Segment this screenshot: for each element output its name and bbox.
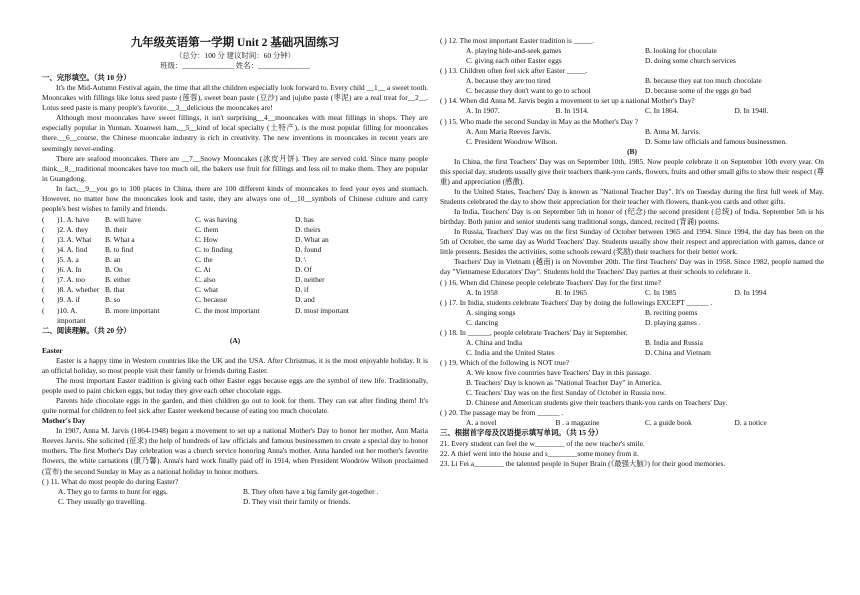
cloze-paragraph: In fact,__9__you go to 100 places in China, there are 100 different kinds of mooncakes to feed your eyes and stomach. However, no matter how the mooncakes look and taste, they are always one of__10__symbols of Chinese culture and carry people's best wishes to family and friends. <box>42 183 428 213</box>
teachers-day-paragraph: In China, the first Teachers' Day was on September 10th, 1985. Now people celebrate it on September 10th every year. On this special day, students usually give their teachers thank-you cards, flowers, fruits and other small gifts to show their respect (尊重) and appreciation (感激). <box>440 156 824 186</box>
cloze-option-row: ( )7. A. too B. either C. also D. neither <box>42 275 325 285</box>
cloze-option-row: ( )1. A. have B. will have C. was having D. has <box>42 214 314 224</box>
question-14: ( ) 14. When did Anna M. Jarvis begin a movement to set up a national Mother's Day? A. In 1907. B. In 1914. C. In 1864. D. In 1948. <box>440 96 769 116</box>
teachers-day-paragraph: In Russia, Teachers' Day was on the first Sunday of October between 1965 and 1994. Since 1994, the day has been on the 5th of October, the same day as World Teachers' Day. Students usually show their respect and appreciation with games, dance or little presents. Besides the activities, some schools reward (奖励) their teachers for their better work. <box>440 227 824 257</box>
question-15: ( ) 15. Who made the second Sunday in May as the Mother's Day ? A. Ann Maria Reeves Jarvis. B. Anna M. Jarvis. C. President Woodrow Wilson. D. Some law officials and famous businessmen. <box>440 116 787 146</box>
question-20: ( ) 20. The passage may be from ______ . A. a novel B . a magazine C. a guide book D. a notice <box>440 408 767 428</box>
cloze-paragraph: Although most mooncakes have sweet fillings, it isn't surprising__4__mooncakes with meat fillings in shops. They are especially popular in Yunnan. Xuanwei ham,__5__kind of local specialty (土特产), is the most popular filling for mooncakes there.__6__course, the Chinese mooncake industry is rich in creativity. The new inventions in mooncakes in recent years are seemingly never-ending. <box>42 113 428 153</box>
cloze-option-row: ( )3. A. What B. What a C. How D. What an <box>42 235 329 245</box>
cloze-option-row: ( )9. A. if B. so C. because D. and <box>42 295 315 305</box>
section-1-heading: 一、完形填空。（共 10 分） <box>42 73 131 83</box>
teachers-day-paragraph: In India, Teachers' Day is on September 5th in honor of (纪念) the second president (总统) of India. September 5th is his birthday. Both junior and senior students sang traditional songs, danced, recited (背诵) poems. <box>440 207 824 227</box>
cloze-option-row: ( )10. A. important B. more important C. the most important D. most important <box>42 305 349 325</box>
easter-paragraph: The most important Easter tradition is giving each other Easter eggs because eggs are the symbol of new life. Traditionally, people used to paint chicken eggs, but today they give each other chocolate eggs. <box>42 375 428 395</box>
teachers-day-paragraph: Teachers' Day in Vietnam (越南) is on November 20th. The first Teachers' Day was in 1958. Since 1982, people named the day "Vietnamese Educators' Day". Students hold the Teachers' Day parties at their schools to celebrate it. <box>440 257 824 277</box>
passage-b-label: (B) <box>627 146 637 156</box>
passage-a-label: (A) <box>229 335 241 345</box>
question-18: ( ) 18. In ______, people celebrate Teachers' Day in September. A. China and India B. India and Russia C. India and the United States D. China and Vietnam <box>440 327 711 357</box>
easter-paragraph: Easter is a happy time in Western countries like the UK and the USA. After Christmas, it is the most enjoyable holiday. It is an official holiday, so most people visit their family or friends during Easter. <box>42 355 428 375</box>
class-name-line: 班级：______________ 姓名：______________ <box>160 61 310 70</box>
question-12: ( ) 12. The most important Easter tradition is _____. A. playing hide-and-seek games B. looking for chocolate C. giving each other Easter eggs D. doing some church services <box>440 36 736 66</box>
fill-in-item: 23. Li Fei a________ the talented people in Super Brain (《最强大脑》) for their good memories. <box>440 458 726 468</box>
cloze-option-row: ( )8. A. whether B. that C. what D. if <box>42 285 309 295</box>
page-title: 九年级英语第一学期 Unit 2 基础巩固练习 <box>130 37 340 49</box>
question-13: ( ) 13. Children often feel sick after Easter _____. A. because they are too tired B. because they eat too much chocolate C. because they don't want to go to school D. because some of the eggs go bad <box>440 66 762 96</box>
cloze-options <box>42 215 428 326</box>
score-time-note: （总分：100 分 建议时间：60 分钟） <box>174 50 296 60</box>
cloze-option-row: ( )6. A. In B. On C. At D. Of <box>42 265 312 275</box>
easter-paragraph: Parents hide chocolate eggs in the garden, and then children go out to look for them. They can eat after finding them! It's quite normal for children to feel sick after Easter weekend because of eating too much chocolate. <box>42 396 428 416</box>
cloze-option-row: ( )5. A. a B. an C. the D. \ <box>42 255 307 265</box>
fill-in-item: 21. Every student can feel the w________ of the new teacher's smile. <box>440 438 645 448</box>
easter-title: Easter <box>42 345 63 355</box>
section-3-heading: 三、根据首字母及汉语提示填写单词。（共 15 分） <box>440 428 603 438</box>
mothers-day-paragraph: In 1907, Anna M. Jarvis (1864-1948) began a movement to set up a national Mother's Day to honor her mother, Ann Maria Reeves Jarvis. She solicited (征求) the help of hundreds of law officials and famous businessmen to create a special day to honor mothers. The first Mother's Day celebration was a church service honoring Anna's mother. Anna handed out her mother's favorite flowers, the white carnations (康乃馨). Anna's hard work finally paid off in 1914, when President Woodrow Wilson proclaimed (宣布) the second Sunday in May as a national holiday to honor mothers. <box>42 426 428 476</box>
question-11: ( ) 11. What do most people do during Easter? A. They go to farms to hunt for eggs. B. They often have a big family get-together . C. They usually go travelling. D. They visit their family or friends. <box>42 476 379 506</box>
question-19: ( ) 19. Which of the following is NOT true? A. We know five countries have Teachers' Day in this passage. B. Teachers' Day is known as "National Teacher Day" in America. C. Teachers' Day was on the first Sunday of October in Russia now. D. Chinese and American students give their teachers thank-you cards on Teachers' Day. <box>440 358 728 408</box>
question-17: ( ) 17. In India, students celebrate Teachers' Day by doing the followings EXCEPT ______ . A. singing songs B. reciting poems C. dancing D. playing games . <box>440 297 713 327</box>
cloze-option-row: ( )2. A. they B. their C. them D. theirs <box>42 225 321 234</box>
right-column <box>440 36 824 469</box>
fill-in-item: 22. A thief went into the house and s________some money from it. <box>440 448 639 458</box>
mothers-day-title: Mother's Day <box>42 416 86 426</box>
teachers-day-paragraph: In the United States, Teachers' Day is known as "National Teacher Day". It's on Tuesday during the first full week of May. Students celebrated the day to show their appreciation for their teacher with flowers, thank-you cards and other gifts. <box>440 186 824 206</box>
section-2-heading: 二、阅读理解。（共 20 分） <box>42 325 131 335</box>
question-16: ( ) 16. When did Chinese people celebrate Teachers' Day for the first time? A. In 1958 B. In 1965 C. In 1985 D. In 1994 <box>440 277 767 297</box>
cloze-paragraph: It's the Mid-Autumn Festival again, the time that all the children especially look forward to. Every child __1__ a sweet tooth. Mooncakes with fillings like lotus seed paste (莲蓉), sweet bean paste (豆沙) and jujube paste (枣泥) are a real treat for__2__. Lotus seed paste is many people's favorite.__3__delicious the mooncakes are! <box>42 83 428 113</box>
cloze-paragraph: There are seafood mooncakes. There are __7__Snowy Mooncakes (冰皮月饼). They are served cold. Since many people think__8__traditional mooncakes have too much oil, the bakers use fruit for fillings and less oil to make them. They are popular in Guangdong. <box>42 153 428 183</box>
cloze-option-row: ( )4. A. find B. to find C. to finding D. found <box>42 245 322 255</box>
left-column <box>42 0 428 507</box>
